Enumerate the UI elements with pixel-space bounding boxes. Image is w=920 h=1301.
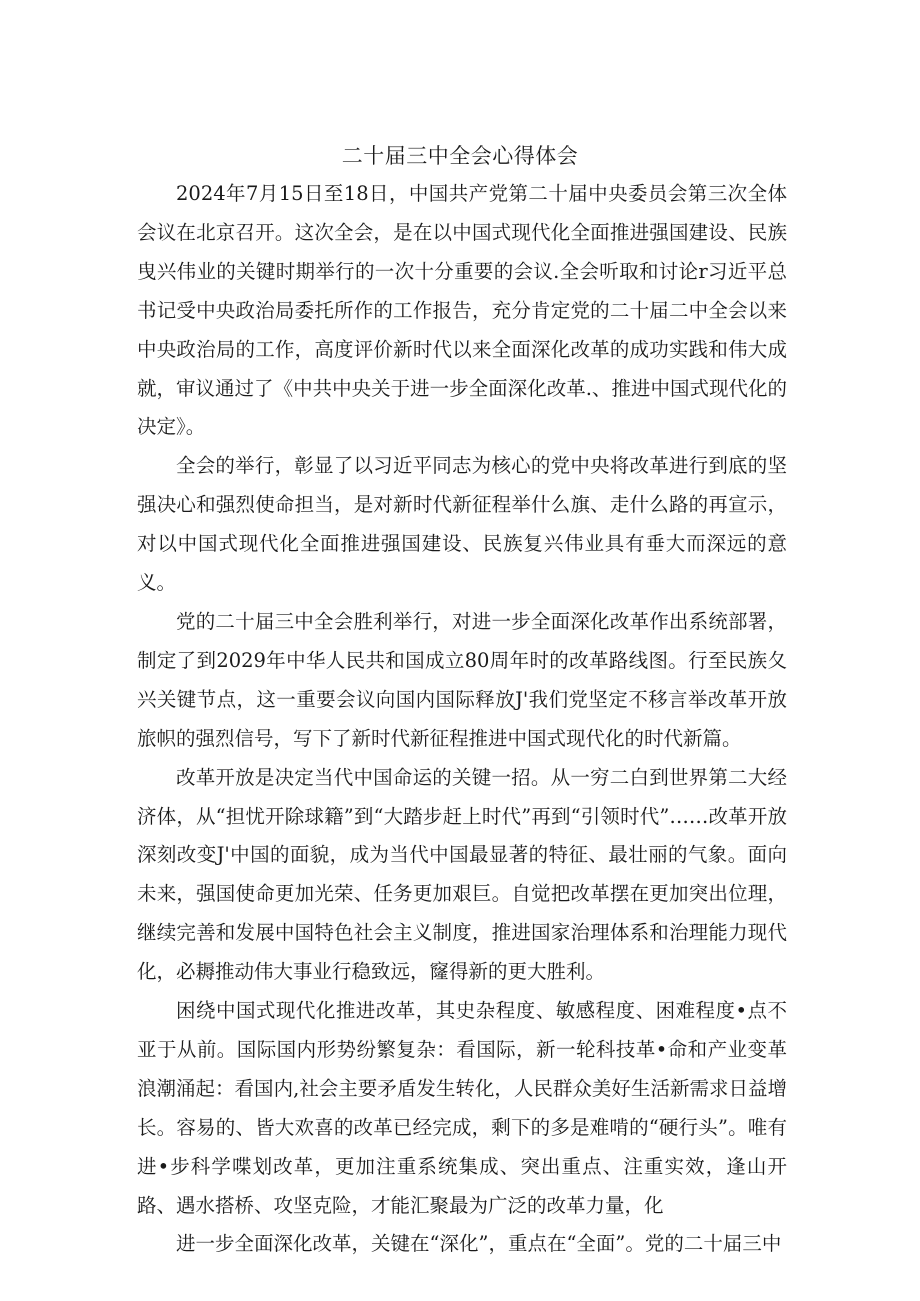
document-title: 二十届三中全会心得体会: [341, 144, 579, 168]
paragraph-6: 进一步全面深化改革，关键在“深化”，重点在“全面”。党的二十届三中: [176, 1232, 782, 1256]
document-body: [137, 175, 787, 1264]
paragraph-1: 2024年7月15日至18日，中国共产党第二十届中央委员会第三次全体会议在北京召开。这次全会，是在以中国式现代化全面推进强国建设、民族曳兴伟业的关键时期举行的一次十分重要的会议.全会听取和讨论r习近平总书记受中央政治局委托所作的工作报告，充分肯定党的二十届二中全会以来中央政治局的工作，高度评价新时代以来全面深化改革的成功实践和伟大成就，审议通过了《中共中央关于进一步全面深化改革.、推进中国式现代化的决定》。: [137, 182, 787, 439]
paragraph-2: 全会的举行，彰显了以习近平同志为核心的党中央将改革进行到底的坚强决心和强烈使命担当，是对新时代新征程举什么旗、走什么路的再宣示，对以中国式现代化全面推进强国建设、民族复兴伟业具有垂大而深远的意义。: [137, 454, 787, 595]
paragraph-3: 党的二十届三中全会胜利举行，对进一步全面深化改革作出系统部署，制定了到2029年中华人民共和国成立80周年时的改革路线图。行至民族夂兴关键节点，这一重要会议向国内国际释放J'我们党坚定不移言举改革开放旅帜的强烈信号，写下了新时代新征程推进中国式现代化的时代新篇。: [137, 609, 787, 750]
paragraph-5: 困绕中国式现代化推进改革，其史杂程度、敏感程度、困难程度•点不亚于从前。国际国内形势纷繁复杂：看国际，新一轮科技革•命和产业变革浪潮涌起：看国内,社会主要矛盾发生转化，人民群众美好生活新需求日益增长。容易的、皆大欢喜的改革已经完成，剩下的多是难啃的“硬行头”。唯有进•步科学喋划改革，更加注重系统集成、突出重点、注重实效，逢山开路、遇水搭桥、攻坚克险，才能汇聚最为广泛的改革力量，化: [137, 999, 787, 1217]
paragraph-4: 改革开放是决定当代中国命运的关键一招。从一穷二白到世界第二大经济体，从“担忧开除球籍”到“大踏步赶上时代”再到“引领时代”……改革开放深刻改变J'中国的面貌，成为当代中国最显著的特征、最壮丽的气象。面向未来，强国使命更加光荣、任务更加艰巨。自觉把改革摆在更加突出位理，继续完善和发展中国特色社会主义制度，推进国家治理体系和治理能力现代化，必耨推动伟大事业行稳致远，窿得新的更大胜利。: [137, 765, 787, 984]
